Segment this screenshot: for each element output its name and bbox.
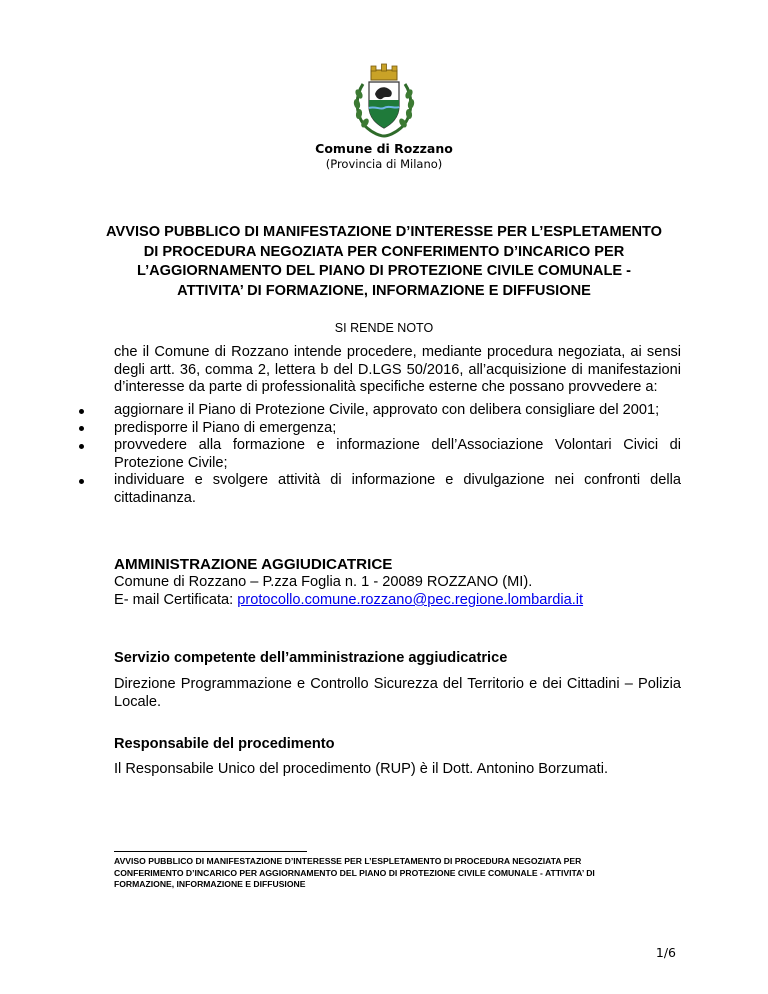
rup-heading: Responsabile del procedimento	[114, 736, 335, 752]
footer-divider	[114, 851, 307, 852]
title-line: DI PROCEDURA NEGOZIATA PER CONFERIMENTO D’INCARICO PER	[143, 243, 625, 260]
list-item	[114, 472, 681, 507]
list-item-text: provvedere alla formazione e informazione dell’Associazione Volontari Civici di Protezione Civile;	[114, 437, 681, 471]
bullet-icon	[79, 426, 84, 431]
list-item-text: predisporre il Piano di emergenza;	[114, 419, 337, 436]
footer-line: AVVISO PUBBLICO DI MANIFESTAZIONE D’INTERESSE PER L’ESPLETAMENTO DI PROCEDURA NEGOZIATA PER	[114, 856, 582, 866]
footer-line: CONFERIMENTO D’INCARICO PER AGGIORNAMENTO DEL PIANO DI PROTEZIONE CIVILE COMUNALE - ATTIVITA’ DI	[114, 867, 595, 878]
service-heading: Servizio competente dell’amministrazione aggiudicatrice	[114, 650, 508, 666]
service-text: Direzione Programmazione e Controllo Sicurezza del Territorio e dei Cittadini – Polizia Locale.	[114, 676, 681, 710]
title-line: L’AGGIORNAMENTO DEL PIANO DI PROTEZIONE CIVILE COMUNALE -	[136, 263, 632, 279]
rup-text: Il Responsabile Unico del procedimento (RUP) è il Dott. Antonino Borzumati.	[114, 761, 608, 777]
bullet-icon	[79, 479, 84, 484]
task-list	[114, 402, 681, 507]
list-item-text: aggiornare il Piano di Protezione Civile, approvato con delibera consigliare del 2001;	[114, 402, 660, 418]
email-label: E- mail Certificata:	[114, 592, 238, 608]
notice-label: SI RENDE NOTO	[334, 321, 434, 335]
coat-of-arms-icon	[351, 62, 417, 138]
admin-email-line	[114, 592, 681, 610]
town-name: Comune di Rozzano	[315, 141, 453, 156]
list-item	[114, 437, 681, 472]
province-name: (Provincia di Milano)	[325, 157, 443, 171]
admin-heading: AMMINISTRAZIONE AGGIUDICATRICE	[114, 556, 393, 573]
list-item	[114, 402, 681, 420]
title-line: ATTIVITA’ DI FORMAZIONE, INFORMAZIONE E DIFFUSIONE	[177, 282, 591, 299]
notice-title	[60, 223, 708, 301]
page-footer	[114, 856, 679, 891]
list-item-text: individuare e svolgere attività di informazione e divulgazione nei confronti della cittadinanza.	[114, 472, 681, 506]
admin-address: Comune di Rozzano – P.zza Foglia n. 1 - 20089 ROZZANO (MI).	[114, 574, 533, 590]
title-line: AVVISO PUBBLICO DI MANIFESTAZIONE D’INTERESSE PER L’ESPLETAMENTO	[106, 224, 662, 240]
bullet-icon	[79, 444, 84, 449]
page-number: 1/6	[655, 945, 676, 960]
email-link[interactable]: protocollo.comune.rozzano@pec.regione.lombardia.it	[237, 592, 584, 608]
list-item	[114, 420, 681, 438]
intro-paragraph: che il Comune di Rozzano intende procedere, mediante procedura negoziata, ai sensi degli artt. 36, comma 2, lettera b del D.LGS 50/2016, all’acquisizione di manifestazioni d’interesse da parte di professionalità specifiche esterne che possano provvedere a:	[114, 344, 681, 395]
bullet-icon	[79, 409, 84, 414]
footer-line: FORMAZIONE, INFORMAZIONE E DIFFUSIONE	[114, 879, 306, 889]
